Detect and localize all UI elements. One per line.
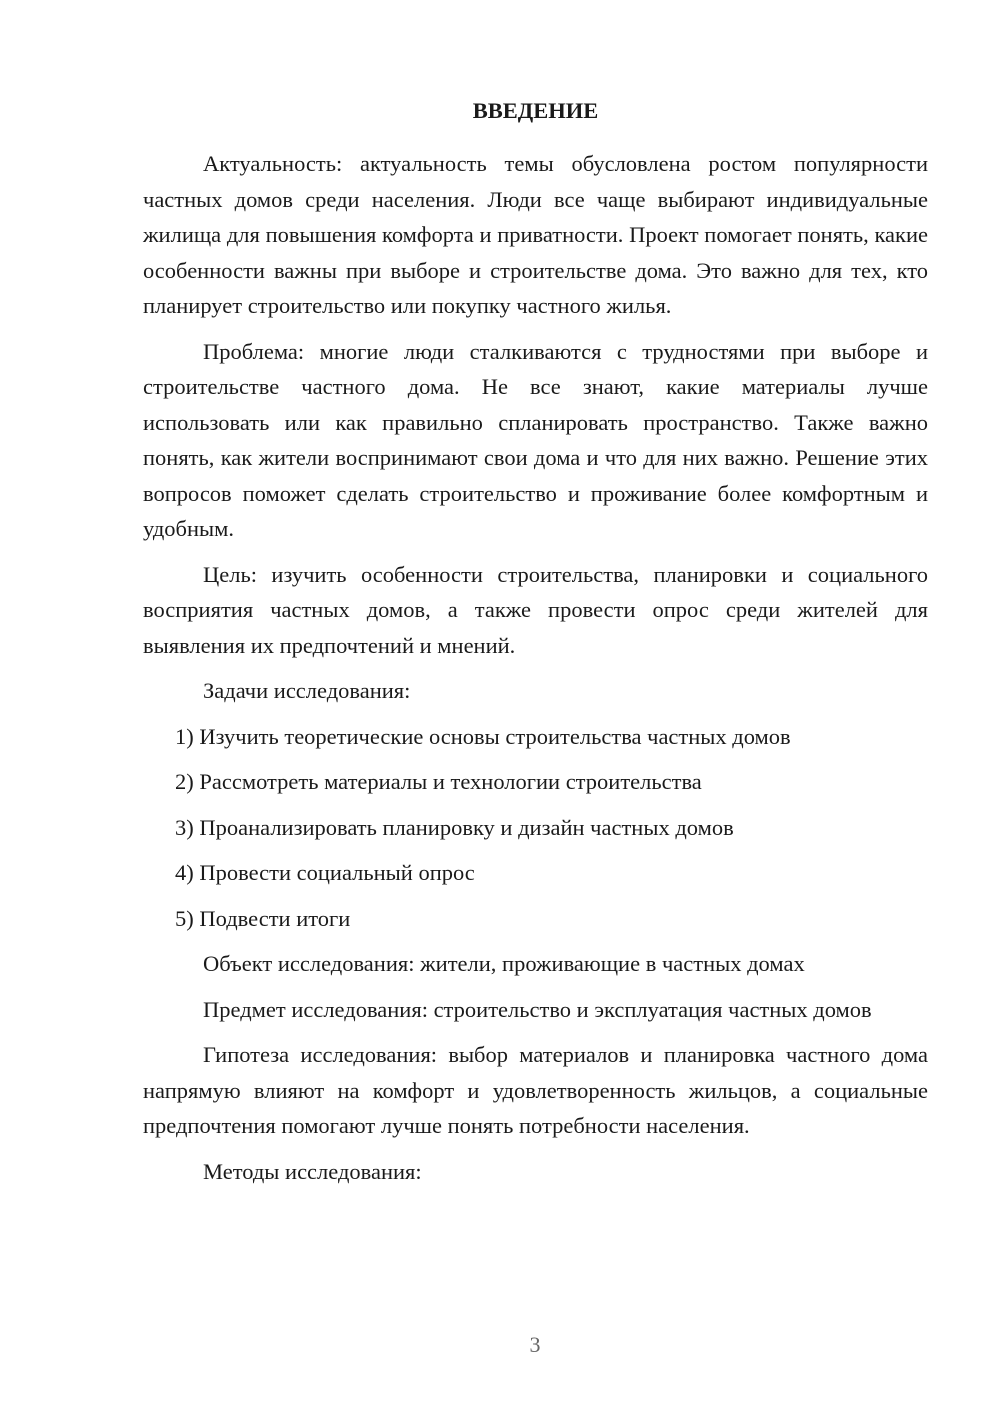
methods-heading: Методы исследования: xyxy=(203,1158,422,1184)
goal-paragraph: Цель: изучить особенности строительства, планировки и социального восприятия частных домов, а также провести опрос среди жителей для выявления их предпочтений и мнений. xyxy=(143,561,928,658)
subject-paragraph: Предмет исследования: строительство и эксплуатация частных домов xyxy=(203,996,872,1022)
object-paragraph: Объект исследования: жители, проживающие в частных домах xyxy=(203,951,805,976)
document-page xyxy=(143,93,928,1199)
hypothesis-paragraph: Гипотеза исследования: выбор материалов и планировка частного дома напрямую влияют на комфорт и удовлетворенность жильцов, а социальные предпочтения помогают лучше понять потребности населения. xyxy=(143,1042,928,1138)
page-number: 3 xyxy=(529,1332,541,1357)
problem-paragraph: Проблема: многие люди сталкиваются с трудностями при выборе и строительстве частного дома. Не все знают, какие материалы лучше использовать или как правильно спланировать пространство. Также важно понять, как жители воспринимают свои дома и что для них важно. Решение этих вопросов поможет сделать строительство и проживание более комфортным и удобным. xyxy=(143,338,928,541)
tasks-list xyxy=(143,719,928,937)
relevance-paragraph: Актуальность: актуальность темы обусловлена ростом популярности частных домов среди населения. Люди все чаще выбирают индивидуальные жилища для повышения комфорта и приватности. Проект помогает понять, какие особенности важны при выборе и строительстве дома. Это важно для тех, кто планирует строительство или покупку частного жилья. xyxy=(143,151,928,318)
list-item: 4) Провести социальный опрос xyxy=(175,860,475,885)
list-item: 3) Проанализировать планировку и дизайн частных домов xyxy=(175,814,734,840)
section-title: ВВЕДЕНИЕ xyxy=(472,98,599,123)
list-item: 2) Рассмотреть материалы и технологии строительства xyxy=(175,769,702,794)
list-item: 5) Подвести итоги xyxy=(175,905,351,931)
list-item: 1) Изучить теоретические основы строительства частных домов xyxy=(175,723,791,749)
tasks-heading: Задачи исследования: xyxy=(203,678,411,703)
